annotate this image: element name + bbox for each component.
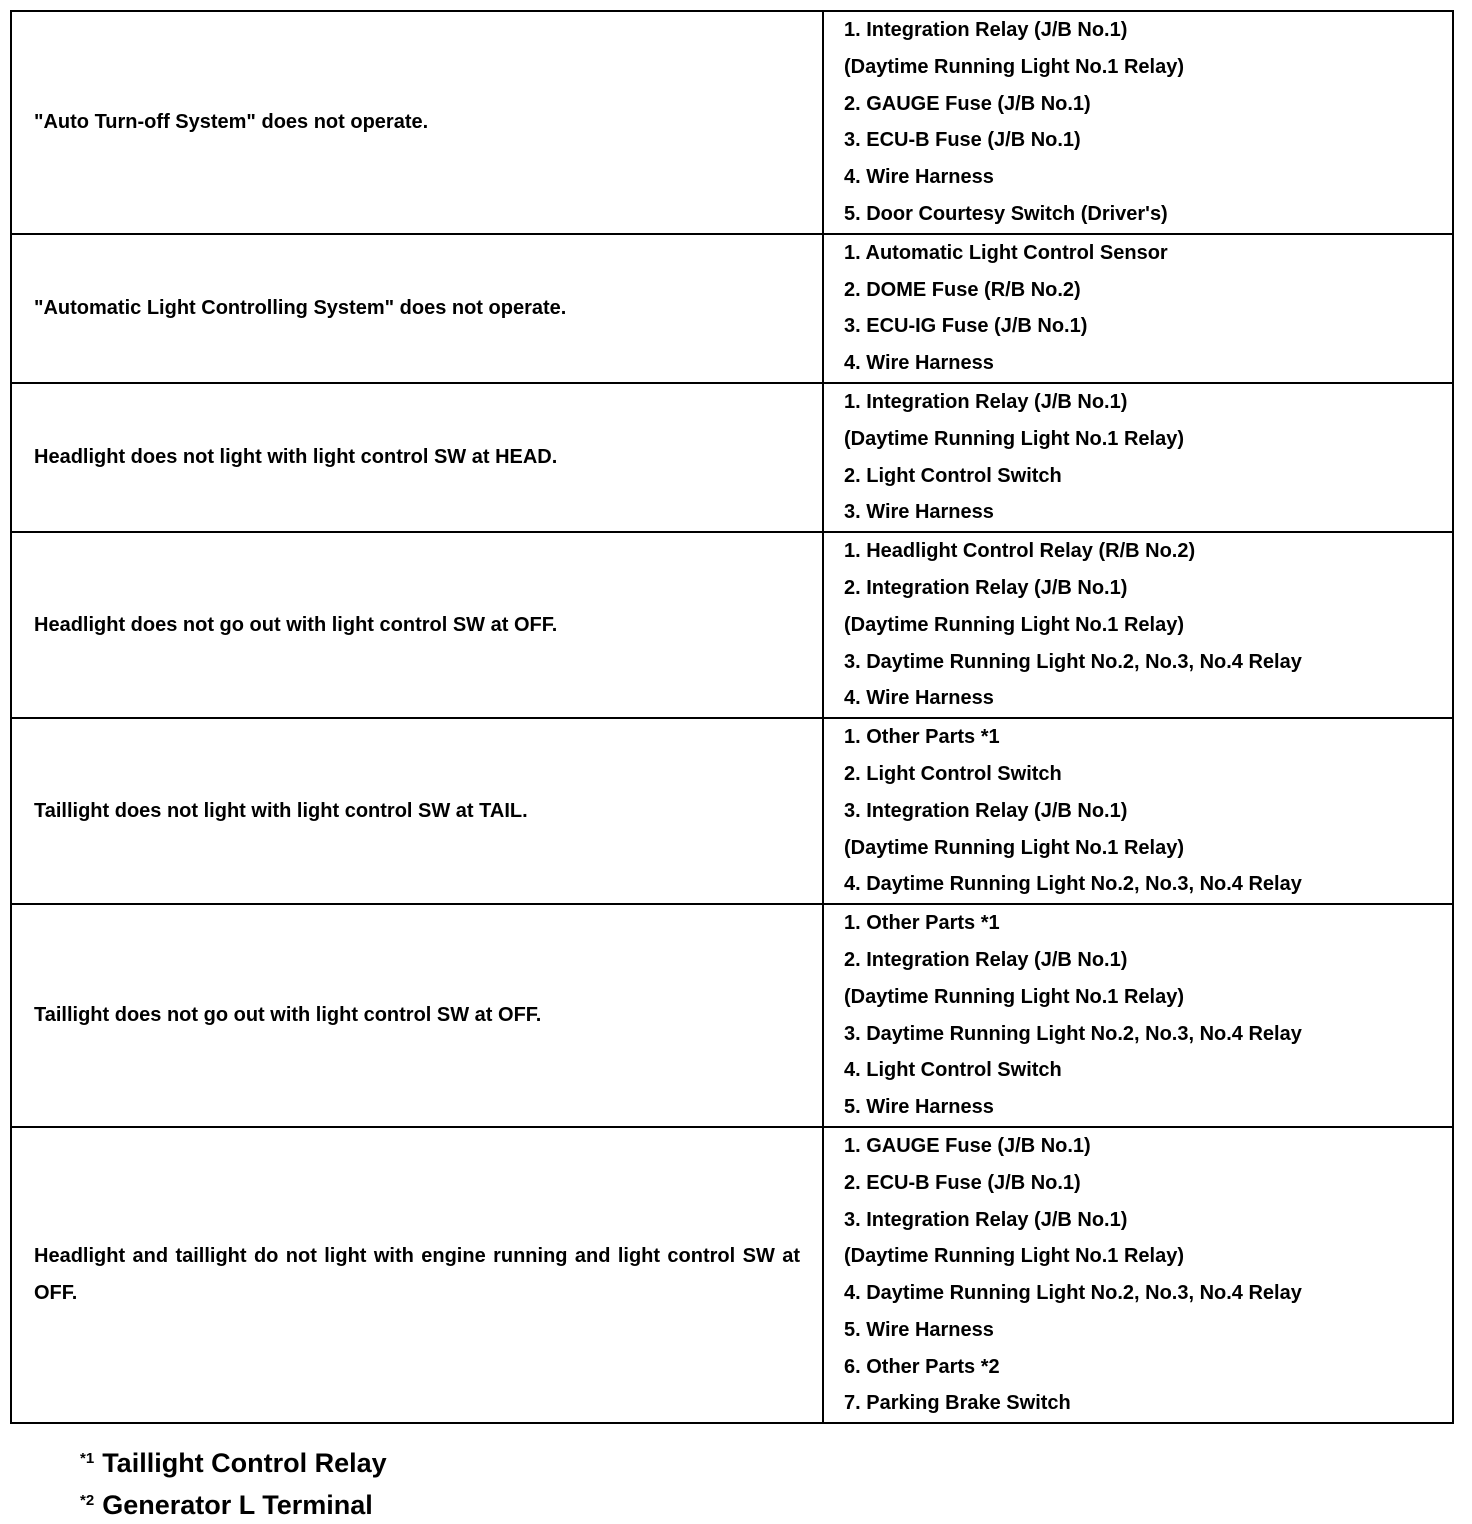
part-item: (Daytime Running Light No.1 Relay) <box>844 1245 1185 1268</box>
parts-cell <box>823 904 1453 1127</box>
part-item: 4. Daytime Running Light No.2, No.3, No.4 Relay <box>844 1282 1302 1305</box>
footnote-mark: *1 <box>80 1450 95 1467</box>
part-item: 1. GAUGE Fuse (J/B No.1) <box>844 1134 1091 1157</box>
part-item: (Daytime Running Light No.1 Relay) <box>844 55 1185 78</box>
part-item: 3. ECU-B Fuse (J/B No.1) <box>844 129 1081 152</box>
symptom-cell: Taillight does not go out with light control SW at OFF. <box>11 904 823 1127</box>
part-item: 4. Wire Harness <box>844 166 994 189</box>
parts-cell <box>823 532 1453 718</box>
part-item: 6. Other Parts *2 <box>844 1355 1000 1378</box>
part-item: 4. Light Control Switch <box>844 1059 1062 1082</box>
parts-cell <box>823 11 1453 234</box>
table-row <box>11 532 1453 718</box>
part-item: 3. Integration Relay (J/B No.1) <box>844 1208 1128 1231</box>
table-row <box>11 718 1453 904</box>
part-item: 3. ECU-IG Fuse (J/B No.1) <box>844 315 1088 338</box>
part-item: 5. Wire Harness <box>844 1096 994 1119</box>
troubleshooting-table <box>10 10 1454 1424</box>
part-item: 1. Integration Relay (J/B No.1) <box>844 390 1128 413</box>
part-item: 2. ECU-B Fuse (J/B No.1) <box>844 1171 1081 1194</box>
symptom-cell: Taillight does not light with light control SW at TAIL. <box>11 718 823 904</box>
part-item: 3. Wire Harness <box>844 501 994 524</box>
part-item: 4. Wire Harness <box>844 352 994 375</box>
part-item: 3. Integration Relay (J/B No.1) <box>844 799 1128 822</box>
footnote-text: Generator L Terminal <box>102 1490 373 1520</box>
parts-cell <box>823 718 1453 904</box>
table-row <box>11 383 1453 532</box>
symptom-cell: Headlight and taillight do not light with engine running and light control SW at OFF. <box>11 1127 823 1423</box>
part-item: (Daytime Running Light No.1 Relay) <box>844 836 1185 859</box>
symptom-cell: "Auto Turn-off System" does not operate. <box>11 11 823 234</box>
footnote-mark: *2 <box>80 1492 95 1509</box>
part-item: (Daytime Running Light No.1 Relay) <box>844 427 1185 450</box>
part-item: 2. Integration Relay (J/B No.1) <box>844 576 1128 599</box>
footnote <box>80 1482 387 1524</box>
part-item: (Daytime Running Light No.1 Relay) <box>844 613 1185 636</box>
table-row <box>11 904 1453 1127</box>
table-row <box>11 1127 1453 1423</box>
part-item: 2. DOME Fuse (R/B No.2) <box>844 278 1081 301</box>
part-item: 2. Integration Relay (J/B No.1) <box>844 948 1128 971</box>
symptom-cell: Headlight does not go out with light control SW at OFF. <box>11 532 823 718</box>
symptom-cell: Headlight does not light with light control SW at HEAD. <box>11 383 823 532</box>
part-item: 1. Other Parts *1 <box>844 912 1000 935</box>
footnote-text: Taillight Control Relay <box>102 1448 387 1478</box>
part-item: 4. Wire Harness <box>844 687 994 710</box>
symptom-cell: "Automatic Light Controlling System" does not operate. <box>11 234 823 383</box>
part-item: 3. Daytime Running Light No.2, No.3, No.4 Relay <box>844 650 1302 673</box>
part-item: 3. Daytime Running Light No.2, No.3, No.4 Relay <box>844 1022 1302 1045</box>
part-item: 2. GAUGE Fuse (J/B No.1) <box>844 92 1091 115</box>
part-item: 2. Light Control Switch <box>844 464 1062 487</box>
part-item: (Daytime Running Light No.1 Relay) <box>844 985 1185 1008</box>
part-item: 5. Wire Harness <box>844 1318 994 1341</box>
part-item: 7. Parking Brake Switch <box>844 1392 1071 1415</box>
footnotes <box>80 1440 387 1524</box>
part-item: 1. Headlight Control Relay (R/B No.2) <box>844 540 1196 563</box>
parts-cell <box>823 1127 1453 1423</box>
footnote <box>80 1440 387 1482</box>
part-item: 1. Automatic Light Control Sensor <box>844 241 1168 264</box>
table-row <box>11 234 1453 383</box>
parts-cell <box>823 234 1453 383</box>
table-row <box>11 11 1453 234</box>
parts-cell <box>823 383 1453 532</box>
part-item: 4. Daytime Running Light No.2, No.3, No.4 Relay <box>844 873 1302 896</box>
part-item: 5. Door Courtesy Switch (Driver's) <box>844 202 1168 225</box>
part-item: 2. Light Control Switch <box>844 762 1062 785</box>
part-item: 1. Other Parts *1 <box>844 726 1000 749</box>
part-item: 1. Integration Relay (J/B No.1) <box>844 19 1128 41</box>
